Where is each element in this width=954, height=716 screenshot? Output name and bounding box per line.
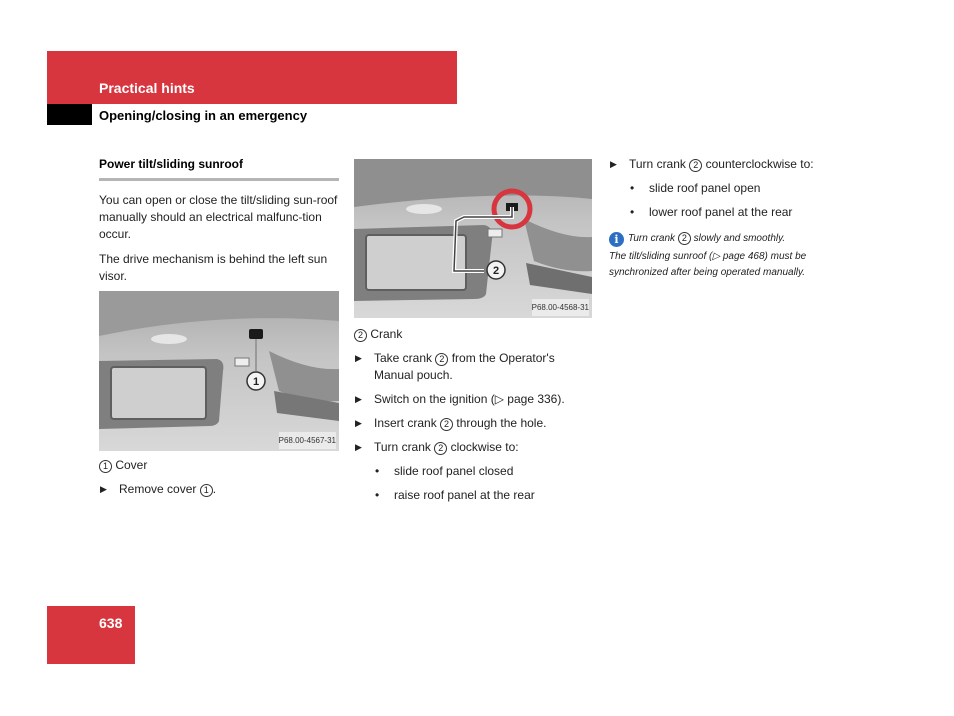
step-text: Turn crank <box>374 440 431 454</box>
callout-2-icon: 2 <box>440 418 453 431</box>
step-text-end: . <box>212 482 217 496</box>
caption-text: Crank <box>370 327 403 341</box>
step-text: Switch on the ignition (▷ page 336). <box>374 392 565 406</box>
figure-code: P68.00-4568-31 <box>532 299 589 316</box>
bullet-icon: • <box>630 181 635 195</box>
drive-paragraph: The drive mechanism is behind the left sun visor. <box>99 252 328 283</box>
step-arrow-icon: ▶ <box>355 442 362 452</box>
section-marker <box>47 104 92 125</box>
step-text: Remove cover <box>119 482 197 496</box>
step-arrow-icon: ▶ <box>355 353 362 363</box>
sun-visor-illustration <box>99 291 339 451</box>
step-turn-clockwise <box>354 439 592 456</box>
bullet-icon: • <box>375 488 380 502</box>
callout-2-icon: 2 <box>678 232 691 245</box>
step-insert-crank <box>354 415 592 432</box>
callout-1-icon: 1 <box>99 460 112 473</box>
list-item <box>609 180 849 197</box>
bullet-text: slide roof panel open <box>649 181 761 195</box>
callout-2-icon: 2 <box>689 159 702 172</box>
subsection-title: Opening/closing in an emergency <box>99 108 308 123</box>
callout-2-icon: 2 <box>354 329 367 342</box>
sync-note: The tilt/sliding sunroof (▷ page 468) must be synchronized after being operated manually. <box>609 251 807 278</box>
step-arrow-icon: ▶ <box>610 159 617 169</box>
step-text-end: through the hole. <box>456 416 547 430</box>
bullet-icon: • <box>630 205 635 219</box>
list-item <box>609 204 849 221</box>
bullet-icon: • <box>375 464 380 478</box>
bullet-text: raise roof panel at the rear <box>394 488 535 502</box>
step-ignition <box>354 391 592 408</box>
bullet-text: lower roof panel at the rear <box>649 205 793 219</box>
page-number: 638 <box>99 615 123 631</box>
crank-illustration <box>354 159 592 318</box>
callout-2-icon: 2 <box>435 353 448 366</box>
step-text-end: from the Operator's Manual pouch. <box>374 351 555 382</box>
figure-callout-2: 2 <box>492 265 500 277</box>
crank-figure <box>354 159 592 318</box>
figure-callout-1: 1 <box>252 376 260 388</box>
step-remove-cover <box>99 481 339 498</box>
step-arrow-icon: ▶ <box>355 418 362 428</box>
callout-2-icon: 2 <box>434 442 447 455</box>
step-text: Take crank <box>374 351 433 365</box>
column-1 <box>99 156 339 498</box>
figure-code: P68.00-4567-31 <box>279 432 336 449</box>
step-turn-counterclockwise <box>609 156 849 173</box>
step-text-end: counterclockwise to: <box>705 157 814 171</box>
info-text-end: slowly and smoothly. <box>693 233 786 244</box>
step-text: Insert crank <box>374 416 437 430</box>
info-note <box>609 231 849 247</box>
list-item <box>354 487 592 504</box>
caption-cover <box>99 457 339 474</box>
list-item <box>354 463 592 480</box>
intro-paragraph: You can open or close the tilt/sliding sun-roof manually should an electrical malfunc-tion occur. <box>99 193 338 241</box>
caption-crank <box>354 326 592 343</box>
step-arrow-icon: ▶ <box>100 484 107 494</box>
column-3 <box>609 156 849 281</box>
step-take-crank <box>354 350 592 384</box>
caption-text: Cover <box>115 458 148 472</box>
callout-1-icon: 1 <box>200 484 213 497</box>
info-text: Turn crank <box>628 233 676 244</box>
bullet-text: slide roof panel closed <box>394 464 514 478</box>
info-icon: i <box>609 232 624 247</box>
topic-heading: Power tilt/sliding sunroof <box>99 156 339 181</box>
step-arrow-icon: ▶ <box>355 394 362 404</box>
step-text: Turn crank <box>629 157 686 171</box>
step-text-end: clockwise to: <box>450 440 519 454</box>
header-band <box>47 51 457 104</box>
cover-figure <box>99 291 339 451</box>
column-2 <box>354 159 592 504</box>
section-title: Practical hints <box>99 80 195 96</box>
